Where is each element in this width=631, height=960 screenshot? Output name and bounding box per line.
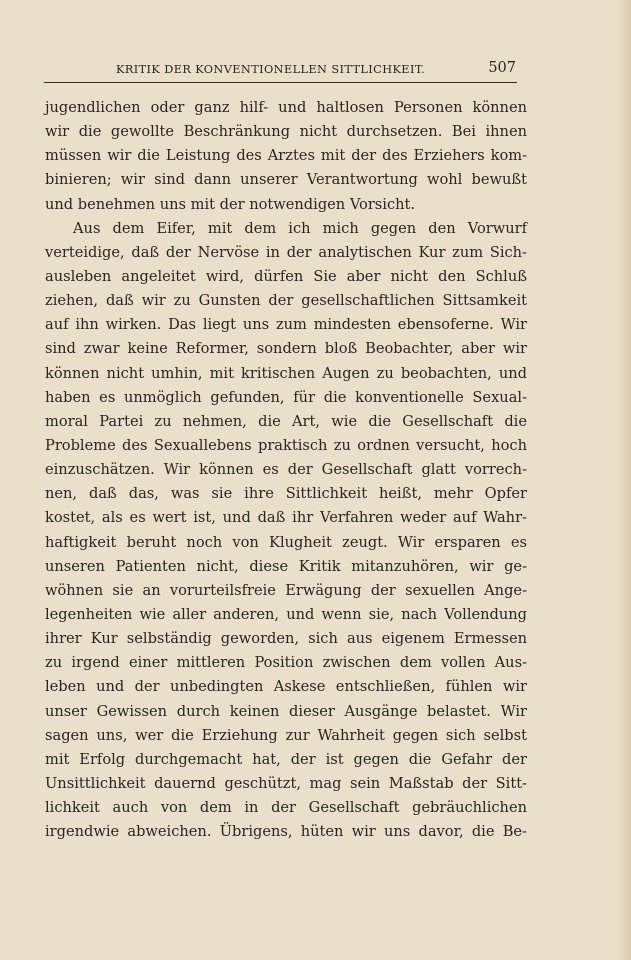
page-edge [617, 0, 631, 960]
text-line: unseren Patienten nicht, diese Kritik mitanzuhören, wir ge- [45, 557, 527, 575]
text-line: ihrer Kur selbständig geworden, sich aus eigenem Ermessen [45, 630, 527, 648]
text-line: ziehen, daß wir zu Gunsten der gesellschaftlichen Sittsamkeit [45, 292, 527, 310]
text-line: zu irgend einer mittleren Position zwischen dem vollen Aus- [45, 654, 527, 672]
text-line: sind zwar keine Reformer, sondern bloß Beobachter, aber wir [45, 340, 527, 358]
text-line: sagen uns, wer die Erziehung zur Wahrheit gegen sich selbst [45, 726, 527, 744]
text-line: haben es unmöglich gefunden, für die konventionelle Sexual- [45, 388, 527, 406]
text-line: müssen wir die Leistung des Arztes mit der des Erziehers kom- [45, 147, 527, 165]
text-line: auf ihn wirken. Das liegt uns zum mindesten ebensoferne. Wir [45, 316, 527, 334]
text-line: und benehmen uns mit der notwendigen Vorsicht. [45, 195, 416, 213]
text-line: Aus dem Eifer, mit dem ich mich gegen den Vorwurf [73, 219, 527, 237]
paragraph [45, 217, 527, 845]
text-line: einzuschätzen. Wir können es der Gesellschaft glatt vorrech- [45, 461, 527, 479]
running-header [44, 56, 516, 82]
text-line: nen, daß das, was sie ihre Sittlichkeit heißt, mehr Opfer [45, 485, 527, 503]
text-line: leben und der unbedingten Askese entschließen, fühlen wir [45, 678, 527, 696]
body-text [45, 96, 527, 844]
running-title: KRITIK DER KONVENTIONELLEN SITTLICHKEIT. [116, 63, 426, 76]
paragraph [45, 96, 527, 217]
text-line: kostet, als es wert ist, und daß ihr Verfahren weder auf Wahr- [45, 509, 527, 527]
text-line: verteidige, daß der Nervöse in der analytischen Kur zum Sich- [45, 243, 527, 261]
text-line: unser Gewissen durch keinen dieser Ausgänge belastet. Wir [45, 702, 527, 720]
text-line: jugendlichen oder ganz hilf- und haltlosen Personen können [45, 99, 527, 116]
header-rule [44, 82, 517, 83]
page-number: 507 [488, 60, 516, 76]
text-line: wöhnen sie an vorurteilsfreie Erwägung der sexuellen Ange- [45, 581, 527, 599]
text-line: legenheiten wie aller anderen, und wenn sie, nach Vollendung [45, 605, 527, 623]
text-line: haftigkeit beruht noch von Klugheit zeugt. Wir ersparen es [45, 533, 527, 551]
text-line: Unsittlichkeit dauernd geschützt, mag sein Maßstab der Sitt- [45, 774, 527, 792]
text-line: wir die gewollte Beschränkung nicht durchsetzen. Bei ihnen [45, 123, 527, 141]
text-line: binieren; wir sind dann unserer Verantwortung wohl bewußt [45, 171, 527, 189]
text-line: Probleme des Sexuallebens praktisch zu ordnen versucht, hoch [45, 436, 527, 454]
text-line: lichkeit auch von dem in der Gesellschaft gebräuchlichen [45, 799, 527, 817]
text-line: moral Partei zu nehmen, die Art, wie die Gesellschaft die [45, 412, 527, 430]
text-line: ausleben angeleitet wird, dürfen Sie aber nicht den Schluß [45, 267, 527, 285]
text-line: mit Erfolg durchgemacht hat, der ist gegen die Gefahr der [45, 750, 527, 768]
text-line: irgendwie abweichen. Übrigens, hüten wir uns davor, die Be- [45, 823, 527, 841]
text-line: können nicht umhin, mit kritischen Augen zu beobachten, und [45, 364, 527, 382]
